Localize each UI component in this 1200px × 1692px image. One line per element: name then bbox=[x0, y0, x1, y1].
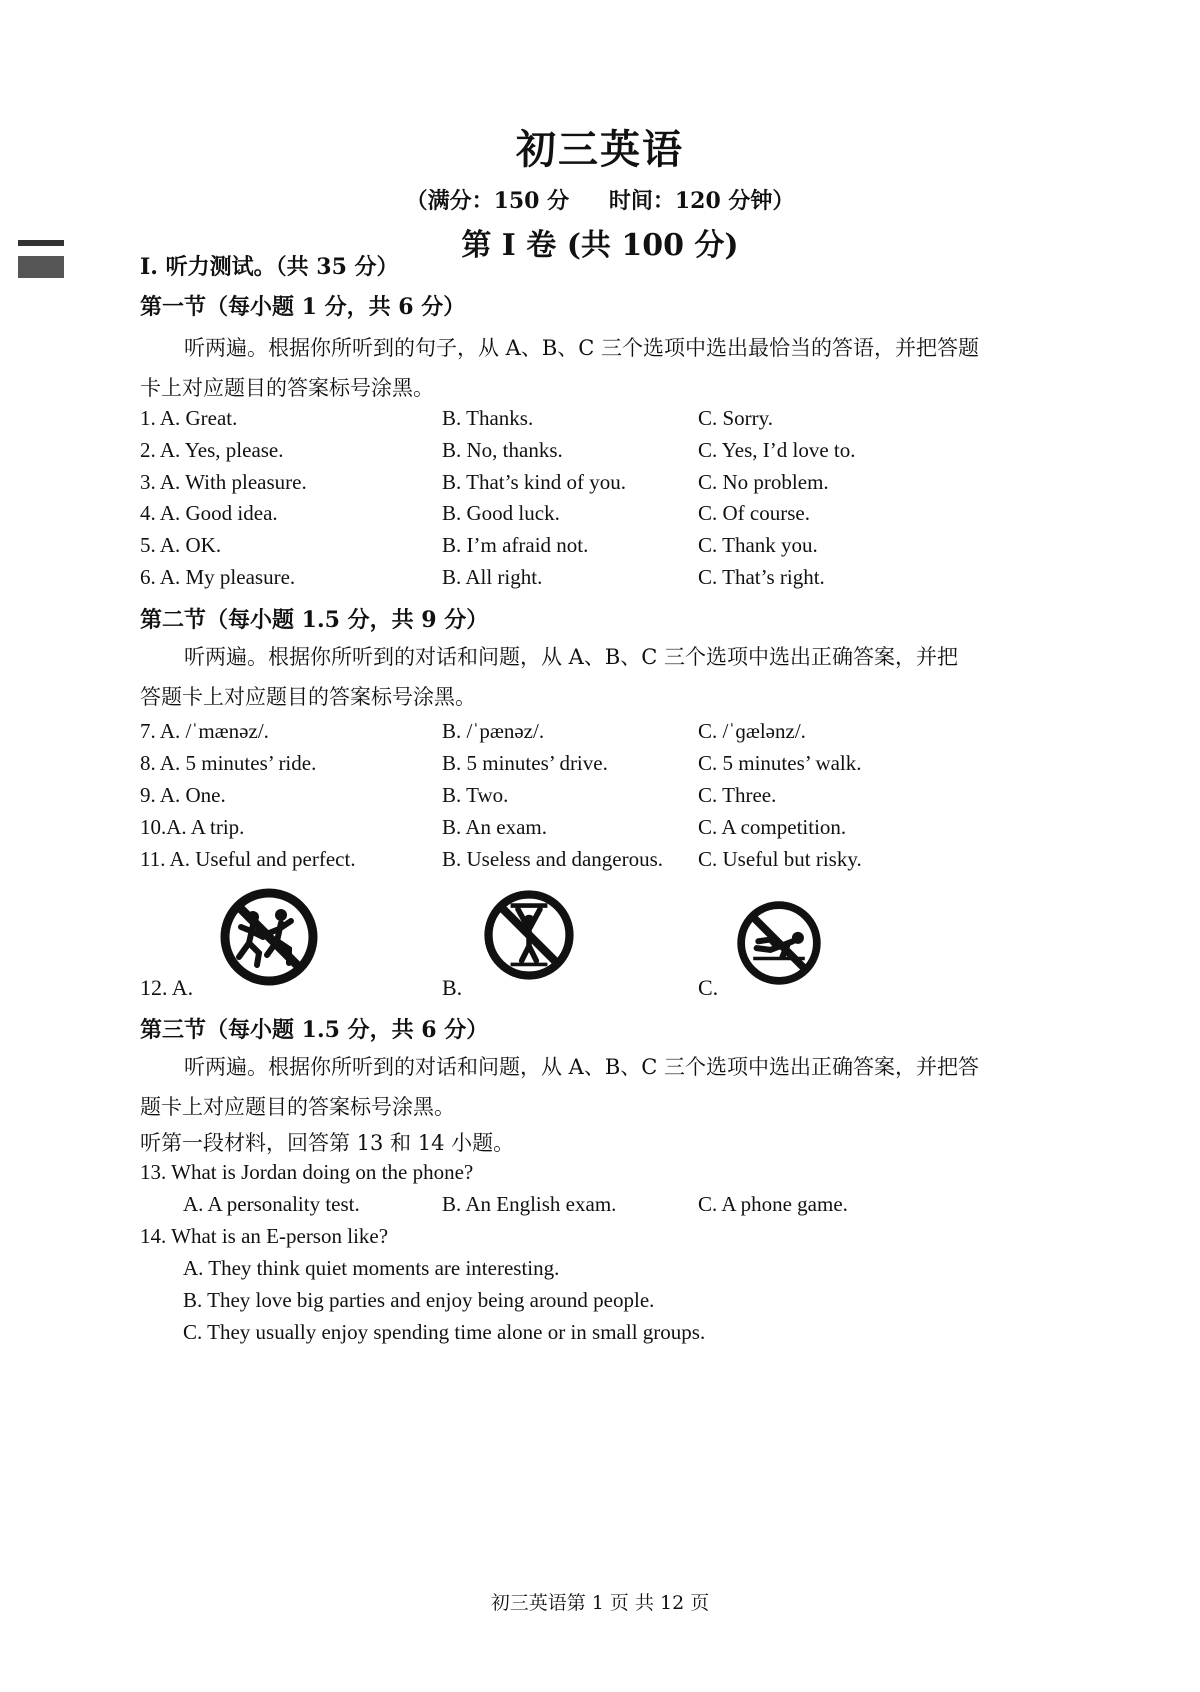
q1-option-b: B. Thanks. bbox=[442, 406, 534, 430]
q11-option-b: B. Useless and dangerous. bbox=[442, 847, 664, 871]
q3-option-c: C. No problem. bbox=[698, 470, 829, 494]
q1-option-c: C. Sorry. bbox=[698, 406, 774, 430]
q12-option-c: C. bbox=[698, 975, 719, 1000]
q4-option-c: C. Of course. bbox=[698, 501, 810, 525]
page-title: 初三英语 bbox=[516, 126, 684, 173]
q9-option-c: C. Three. bbox=[698, 783, 777, 807]
time-label: 时间：120 分钟） bbox=[608, 188, 795, 214]
section3-instruction-2: 题卡上对应题目的答案标号涂黑。 bbox=[140, 1095, 455, 1119]
q5-option-a: 5. A. OK. bbox=[140, 533, 222, 557]
q5-option-b: B. I’m afraid not. bbox=[442, 533, 589, 557]
q13-option-a: A. A personality test. bbox=[183, 1192, 360, 1216]
volume-heading: 第 I 卷 (共 100 分) bbox=[461, 228, 739, 263]
q9-option-b: B. Two. bbox=[442, 783, 509, 807]
q12-option-a: 12. A. bbox=[140, 975, 194, 1000]
section1-instruction-2: 卡上对应题目的答案标号涂黑。 bbox=[140, 376, 434, 400]
q9-option-a: 9. A. One. bbox=[140, 783, 226, 807]
q6-option-c: C. That’s right. bbox=[698, 565, 825, 589]
q2-option-b: B. No, thanks. bbox=[442, 438, 563, 462]
q6-option-b: B. All right. bbox=[442, 565, 543, 589]
q3-option-a: 3. A. With pleasure. bbox=[140, 470, 307, 494]
q11-option-a: 11. A. Useful and perfect. bbox=[140, 847, 356, 871]
q13-stem: 13. What is Jordan doing on the phone? bbox=[140, 1160, 474, 1184]
section2-instruction-1: 听两遍。根据你所听到的对话和问题，从 A、B、C 三个选项中选出正确答案，并把 bbox=[184, 645, 959, 669]
q5-option-c: C. Thank you. bbox=[698, 533, 818, 557]
q7-option-a: 7. A. /ˈmænəz/. bbox=[140, 719, 269, 743]
q10-option-b: B. An exam. bbox=[442, 815, 547, 839]
q7-option-b: B. /ˈpænəz/. bbox=[442, 719, 545, 743]
q8-option-b: B. 5 minutes’ drive. bbox=[442, 751, 608, 775]
q11-option-c: C. Useful but risky. bbox=[698, 847, 862, 871]
section3-instruction-1: 听两遍。根据你所听到的对话和问题，从 A、B、C 三个选项中选出正确答案，并把答 bbox=[184, 1055, 980, 1079]
q4-option-b: B. Good luck. bbox=[442, 501, 560, 525]
no-lying-sign-icon bbox=[736, 900, 822, 986]
exam-info bbox=[0, 184, 1200, 215]
q13-option-c: C. A phone game. bbox=[698, 1192, 848, 1216]
no-hanging-sign-icon bbox=[483, 889, 575, 981]
q2-option-a: 2. A. Yes, please. bbox=[140, 438, 284, 462]
q8-option-c: C. 5 minutes’ walk. bbox=[698, 751, 862, 775]
q10-option-a: 10.A. A trip. bbox=[140, 815, 245, 839]
q13-option-b: B. An English exam. bbox=[442, 1192, 617, 1216]
q4-option-a: 4. A. Good idea. bbox=[140, 501, 278, 525]
q6-option-a: 6. A. My pleasure. bbox=[140, 565, 296, 589]
part1-heading: I. 听力测试。（共 35 分） bbox=[140, 254, 399, 280]
section1-instruction-1: 听两遍。根据你所听到的句子，从 A、B、C 三个选项中选出最恰当的答语，并把答题 bbox=[184, 336, 980, 360]
q14-option-a: A. They think quiet moments are interesting. bbox=[183, 1256, 560, 1280]
section2-instruction-2: 答题卡上对应题目的答案标号涂黑。 bbox=[140, 685, 476, 709]
q14-option-b: B. They love big parties and enjoy being around people. bbox=[183, 1288, 655, 1312]
q14-stem: 14. What is an E-person like? bbox=[140, 1224, 389, 1248]
material-note: 听第一段材料，回答第 13 和 14 小题。 bbox=[140, 1131, 515, 1155]
score-label: （满分：150 分 bbox=[405, 188, 570, 214]
section3-heading: 第三节（每小题 1.5 分，共 6 分） bbox=[140, 1017, 489, 1043]
q1-option-a: 1. A. Great. bbox=[140, 406, 238, 430]
q8-option-a: 8. A. 5 minutes’ ride. bbox=[140, 751, 317, 775]
q7-option-c: C. /ˈɡælənz/. bbox=[698, 719, 806, 743]
section2-heading: 第二节（每小题 1.5 分，共 9 分） bbox=[140, 607, 489, 633]
page-footer: 初三英语第 1 页 共 12 页 bbox=[490, 1592, 710, 1614]
q10-option-c: C. A competition. bbox=[698, 815, 847, 839]
q2-option-c: C. Yes, I’d love to. bbox=[698, 438, 856, 462]
q14-option-c: C. They usually enjoy spending time alone or in small groups. bbox=[183, 1320, 706, 1344]
q3-option-b: B. That’s kind of you. bbox=[442, 470, 626, 494]
no-running-sign-icon bbox=[219, 887, 319, 987]
q12-option-b: B. bbox=[442, 975, 463, 1000]
section1-heading: 第一节（每小题 1 分，共 6 分） bbox=[140, 294, 466, 320]
